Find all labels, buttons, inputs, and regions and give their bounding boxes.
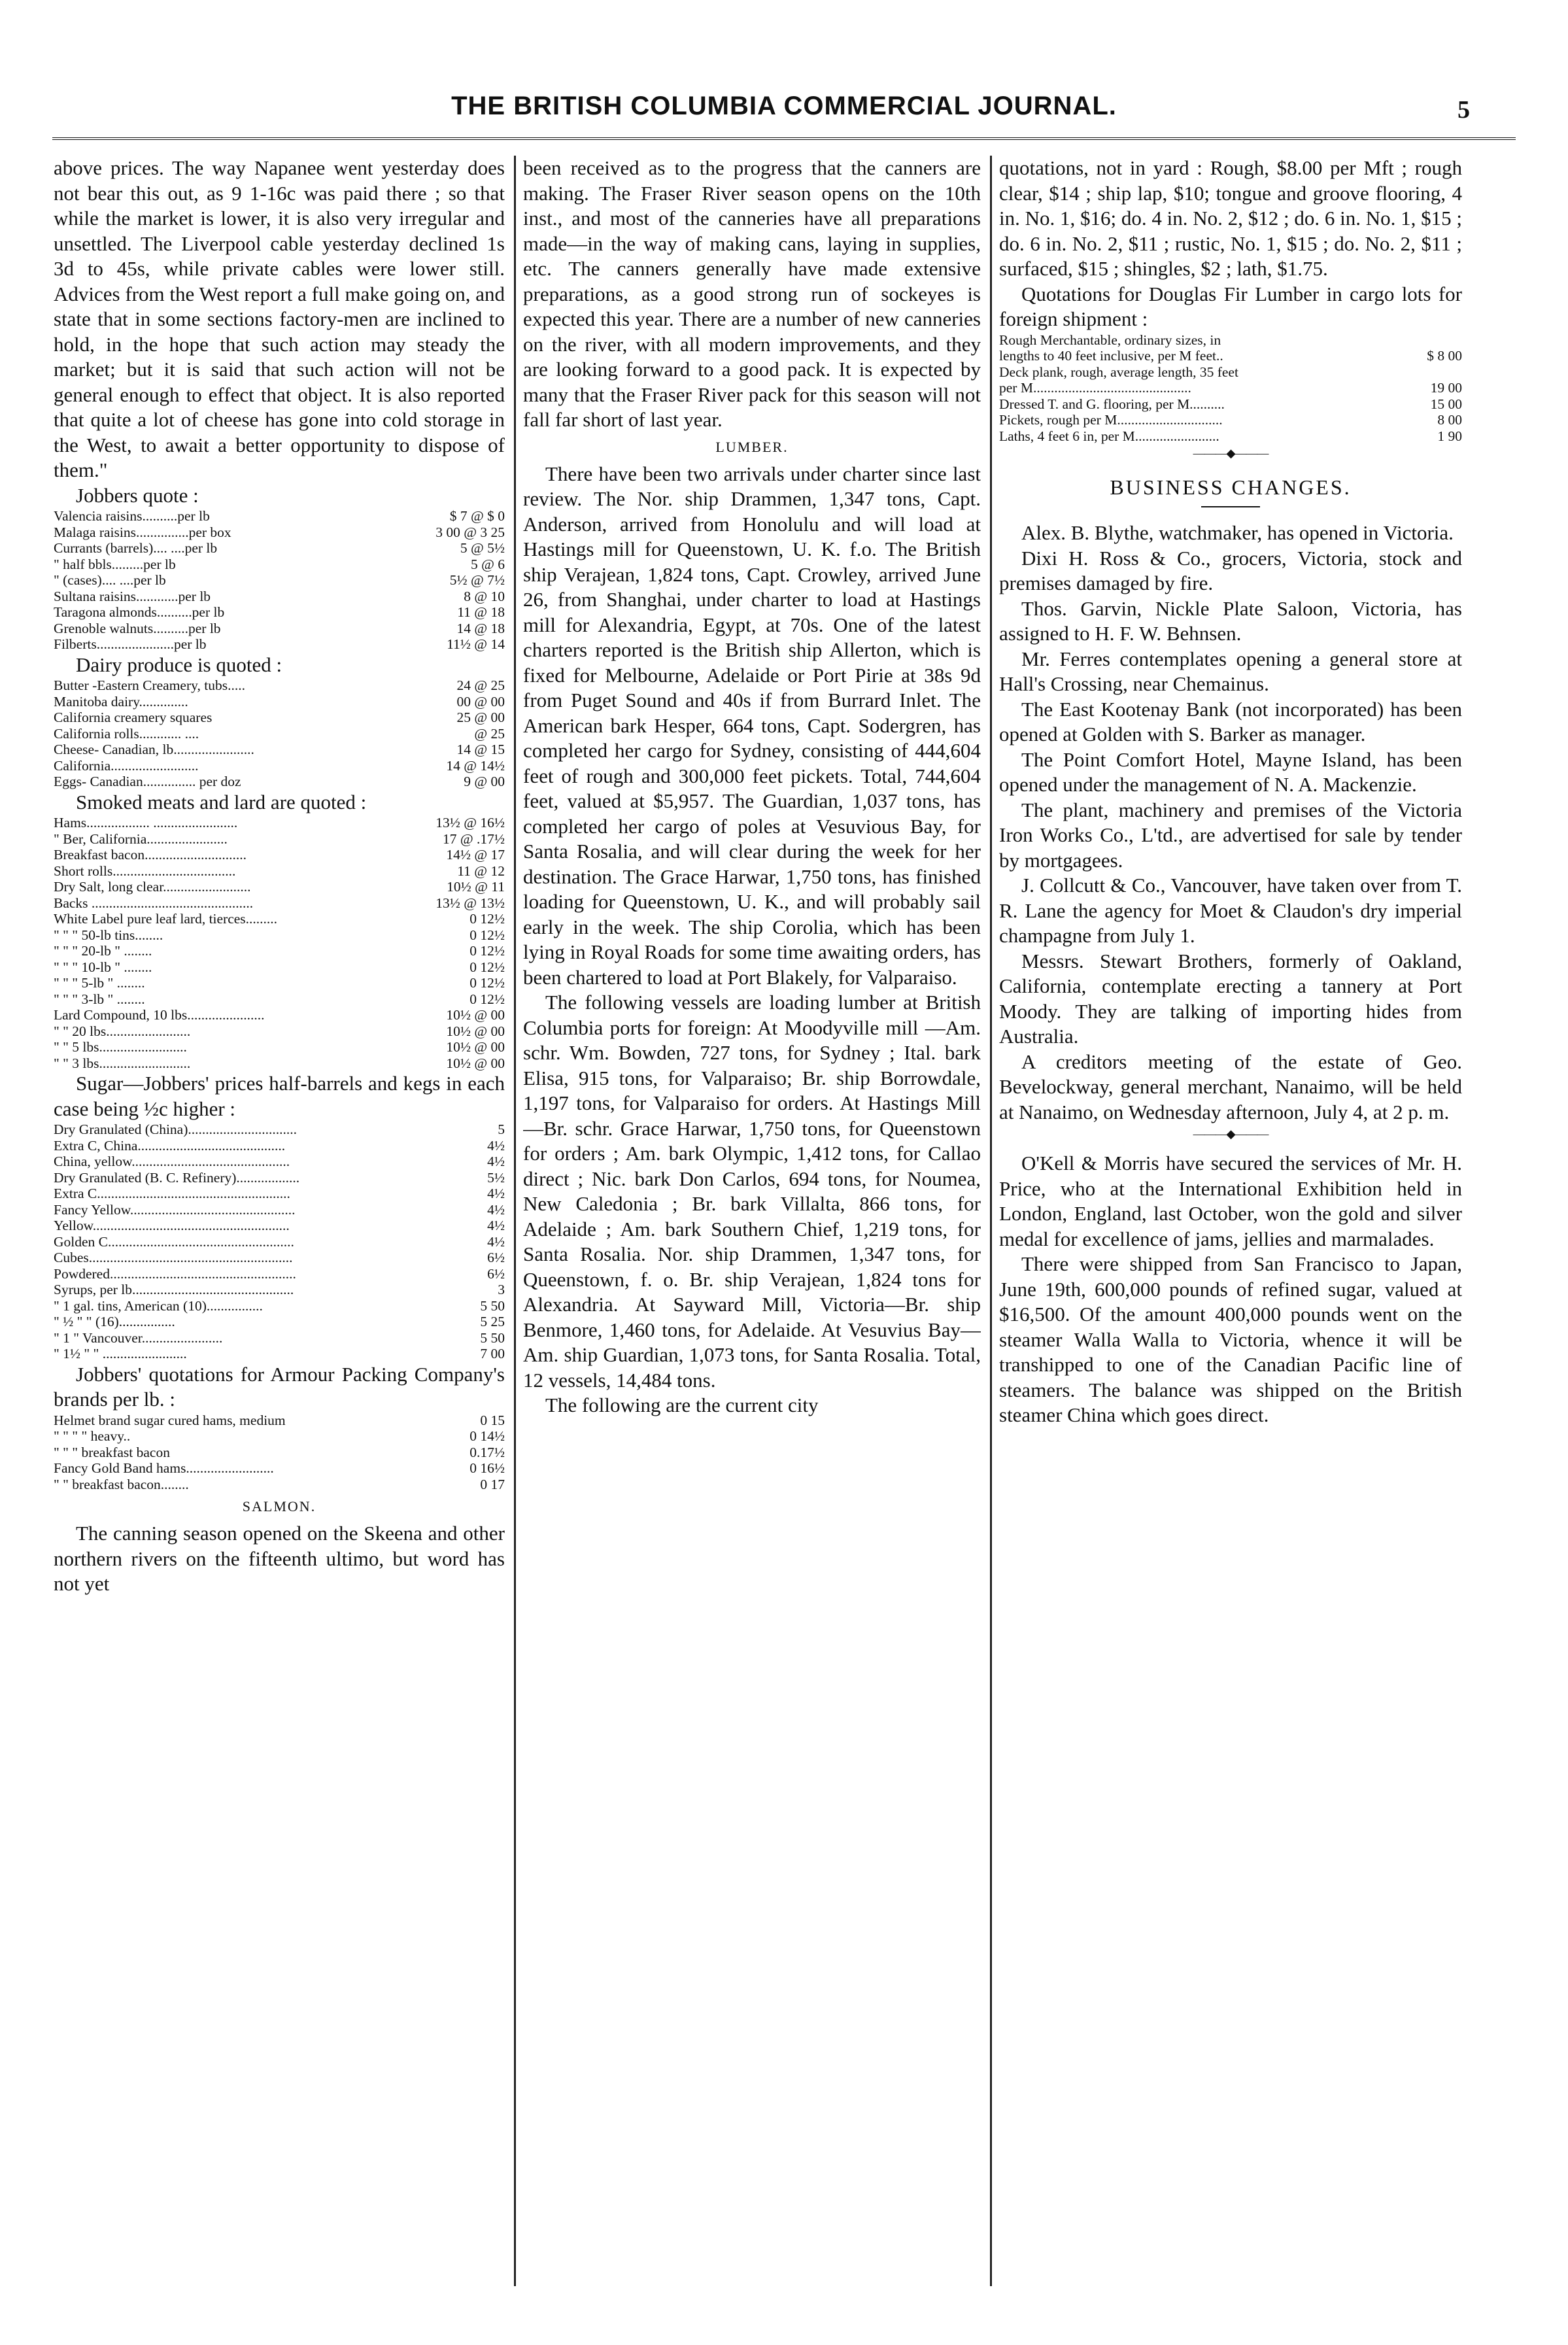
price-row — [999, 412, 1462, 428]
price-row — [54, 1055, 505, 1072]
price-row — [54, 621, 505, 637]
item-price: 0 15 — [480, 1412, 505, 1428]
item-price: 0 12½ — [469, 959, 505, 975]
section-divider: ———◆——— — [1193, 447, 1269, 460]
item-name: Powdered..................................................... — [54, 1265, 296, 1282]
header-rule — [52, 137, 1516, 143]
item-name: " " breakfast bacon........ — [54, 1476, 189, 1492]
item-name: " half bbls.........per lb — [54, 556, 176, 572]
business-item: Messrs. Stewart Brothers, formerly of Oakland, California, contemplate erecting a tannery at Port Moody. They are talking of importing hides from Australia. — [999, 949, 1462, 1048]
business-item: J. Collcutt & Co., Vancouver, have taken over from T. R. Lane the agency for Moet & Claudon's dry imperial champagne from July 1. — [999, 874, 1462, 947]
price-row — [54, 677, 505, 694]
item-name: Butter -Eastern Creamery, tubs..... — [54, 677, 245, 693]
item-name: Extra C, China.......................................... — [54, 1137, 286, 1154]
item-name: Pickets, rough per M.............................. — [999, 412, 1223, 428]
price-row — [54, 1218, 505, 1234]
item-name: Cubes.......................................................... — [54, 1250, 293, 1265]
price-row — [54, 927, 505, 944]
item-price: 0 16½ — [469, 1460, 505, 1476]
item-price — [1364, 364, 1462, 381]
item-price: 10½ @ 11 — [447, 879, 505, 895]
price-row — [54, 508, 505, 524]
item-price: 0 17 — [480, 1476, 505, 1492]
item-name: " " " " heavy.. — [54, 1428, 131, 1444]
vessels-loading-paragraph: The following vessels are loading lumber at British Columbia ports for foreign: At Moodyville mill —Am. schr. Wm. Bowden, 727 tons, for Sydney ; Ital. bark Elisa, 915 tons, for Valparaiso; Br. ship Borrowdale, 1,197 tons, for Valparaiso for orders. At Hastings Mill—Br. schr. Grace Harwar, 1,750 tons, for Queenstown for orders ; Am. bark Olympic, 1,412 tons, for Callao direct ; Nic. bark Don Carlos, 694 tons, for Noumea, New Caledonia ; Br. bark Villalta, 866 tons, for Adelaide ; Am. bark Southern Chief, 1,219 tons, for Santa Rosalia. Nor. ship Drammen, 1,347 tons, for Queenstown, f. o. Br. ship Verajean, 1,824 tons for Alexandria. At Sayward Mill, Victoria—Br. ship Benmore, 1,460 tons, for Adelaide. At Vesuvius Bay—Am. ship Guardian, 1,073 tons, for Santa Rosalia. Total, 12 vessels, 14,484 tons. — [523, 991, 981, 1392]
item-price: 4½ — [487, 1186, 505, 1201]
item-name: Golden C..................................................... — [54, 1233, 294, 1250]
business-item: The East Kootenay Bank (not incorporated) has been opened at Golden with S. Barker as manager. — [999, 697, 1462, 745]
item-price: 00 @ 00 — [456, 693, 505, 710]
item-price: 5 @ 5½ — [460, 540, 505, 556]
price-row — [54, 1330, 505, 1346]
price-row — [999, 380, 1462, 396]
price-row — [54, 572, 505, 589]
item-price: 11 @ 12 — [457, 863, 505, 879]
item-name: California rolls............ .... — [54, 725, 199, 742]
business-item: Thos. Garvin, Nickle Plate Saloon, Victoria, has assigned to H. F. W. Behnsen. — [999, 596, 1462, 645]
item-name: Syrups, per lb.............................................. — [54, 1282, 294, 1297]
meats-heading: Smoked meats and lard are quoted : — [76, 790, 367, 813]
price-row — [54, 975, 505, 991]
business-item: Dixi H. Ross & Co., grocers, Victoria, stock and premises damaged by fire. — [999, 546, 1462, 594]
charters-paragraph: There have been two arrivals under charter since last review. The Nor. ship Drammen, 1,347 tons, Capt. Anderson, arrived from Honolulu and will load at Hastings mill for Queenstown, U. K. f.o. The British ship Verajean, 1,824 tons, Capt. Crowley, arrived June 26, from Shanghai, under charter to load at Hastings mill for Alexandria, Egypt, at 70s. One of the latest charters reported is the British ship Allerton, which is fixed for Melbourne, Adelaide or Port Pirie at 38s 9d from Puget Sound and 40s if from Burrard Inlet. The American bark Hesper, 664 tons, Capt. Sodergren, has completed her cargo for Sydney, consisting of 444,604 feet of rough and 300,000 feet pickets. Total, 744,604 feet, valued at $5,957. The Guardian, 1,037 tons, has completed her cargo of poles at Vesuvious Bay, for Santa Rosalia, and will clear during the week for her destination. The Grace Harwar, 1,750 tons, has finished loading for Queenstown, U. K., and will probably sail early in the week. The ship Corolia, which has been lying in Royal Roads for some time awaiting orders, has been chartered to load at Port Blakely, for Valparaiso. — [523, 462, 981, 989]
price-row — [54, 1186, 505, 1202]
price-row — [54, 1477, 505, 1493]
item-price: 0 12½ — [469, 991, 505, 1007]
item-price: 5 25 — [480, 1314, 505, 1329]
item-price: 4½ — [487, 1137, 505, 1154]
item-price: 5 50 — [480, 1297, 505, 1314]
item-name: Lard Compound, 10 lbs...................... — [54, 1007, 265, 1023]
price-row — [54, 879, 505, 895]
item-price: 0 12½ — [469, 927, 505, 943]
price-row — [999, 332, 1462, 349]
item-name: " " " 3-lb " ........ — [54, 991, 145, 1007]
price-row — [54, 556, 505, 573]
lumber-heading: LUMBER. — [715, 438, 789, 455]
item-price: 14 @ 18 — [456, 620, 505, 636]
column-2 — [523, 156, 981, 2280]
business-item: Alex. B. Blythe, watchmaker, has opened in Victoria. — [1021, 521, 1454, 544]
item-price: 9 @ 00 — [464, 774, 505, 789]
item-price: 5 — [498, 1121, 505, 1137]
heading-rule — [1201, 506, 1260, 507]
item-name: " ½ " " (16)................ — [54, 1314, 175, 1329]
price-row — [54, 710, 505, 726]
item-price: 0 12½ — [469, 943, 505, 959]
masthead-title: THE BRITISH COLUMBIA COMMERCIAL JOURNAL. — [451, 92, 1117, 120]
item-price: 7 00 — [480, 1346, 505, 1361]
page-number: 5 — [1457, 96, 1470, 124]
item-price: 5 50 — [480, 1329, 505, 1346]
business-item: The plant, machinery and premises of the Victoria Iron Works Co., L'td., are advertised for sale by tender by mortgagees. — [999, 798, 1462, 872]
price-row — [999, 348, 1462, 364]
item-name: Breakfast bacon............................. — [54, 847, 247, 863]
item-name: Extra C....................................................... — [54, 1186, 290, 1201]
price-row — [54, 1170, 505, 1186]
price-row — [999, 396, 1462, 413]
price-row — [54, 1039, 505, 1055]
item-name: " 1½ " " ........................ — [54, 1346, 187, 1361]
salmon-paragraph: The canning season opened on the Skeena and other northern rivers on the fifteenth ultimo, but word has not yet — [54, 1522, 505, 1595]
item-price: 6½ — [487, 1265, 505, 1282]
item-price: $ 7 @ $ 0 — [449, 508, 505, 524]
item-name: Hams.................. ........................ — [54, 815, 238, 830]
item-price: $ 8 00 — [1427, 348, 1462, 364]
salmon-heading: SALMON. — [242, 1498, 316, 1515]
item-name: Sultana raisins............per lb — [54, 588, 211, 604]
price-row — [54, 1282, 505, 1298]
column-1 — [54, 156, 505, 2280]
price-row — [54, 1460, 505, 1477]
item-price: 5 @ 6 — [470, 556, 505, 572]
sugar-heading: Sugar—Jobbers' prices half-barrels and kegs in each case being ½c higher : — [54, 1072, 505, 1120]
price-row — [54, 1428, 505, 1445]
price-row — [54, 815, 505, 831]
item-price: 19 00 — [1430, 380, 1462, 396]
price-row — [54, 742, 505, 758]
section-divider: ———◆——— — [1193, 1127, 1269, 1140]
item-name: Dry Salt, long clear......................... — [54, 879, 251, 895]
business-item: Mr. Ferres contemplates opening a general store at Hall's Crossing, near Chemainus. — [999, 647, 1462, 695]
price-row — [54, 1202, 505, 1218]
price-row — [999, 428, 1462, 445]
price-row — [54, 895, 505, 912]
price-row — [54, 726, 505, 742]
item-name: " 1 " Vancouver....................... — [54, 1329, 223, 1346]
item-price: 14 @ 15 — [456, 742, 505, 757]
business-item: A creditors meeting of the estate of Geo. Bevelockway, general merchant, Nanaimo, will be held at Nanaimo, on Wednesday afternoon, July 4, at 2 p. m. — [999, 1050, 1462, 1123]
price-row — [54, 911, 505, 927]
item-price: @ 25 — [474, 725, 505, 742]
item-name: " " 20 lbs........................ — [54, 1023, 191, 1039]
price-row — [54, 1023, 505, 1040]
item-price: 0 12½ — [469, 911, 505, 927]
item-price: 10½ @ 00 — [446, 1055, 505, 1071]
business-changes-heading: BUSINESS CHANGES. — [1110, 475, 1352, 499]
item-price: 10½ @ 00 — [446, 1039, 505, 1055]
price-row — [54, 943, 505, 959]
item-name: Dry Granulated (China)............................... — [54, 1121, 297, 1137]
price-row — [54, 1314, 505, 1330]
item-price: 3 — [498, 1282, 505, 1297]
business-changes-list — [999, 521, 1462, 1125]
item-name: lengths to 40 feet inclusive, per M feet.. — [999, 348, 1223, 364]
item-name: Currants (barrels).... ....per lb — [54, 540, 218, 556]
item-price: 10½ @ 00 — [446, 1023, 505, 1039]
item-name: California......................... — [54, 757, 199, 774]
item-price: 3 00 @ 3 25 — [435, 524, 505, 540]
price-row — [54, 1445, 505, 1461]
armour-price-list — [54, 1412, 505, 1493]
item-name: " " " 20-lb " ........ — [54, 943, 152, 959]
column-rule — [514, 156, 516, 2286]
item-name: Grenoble walnuts..........per lb — [54, 620, 221, 636]
item-price: 11 @ 18 — [457, 604, 505, 620]
item-name: " " " 10-lb " ........ — [54, 959, 152, 975]
item-name: Eggs- Canadian............... per doz — [54, 774, 241, 789]
price-row — [54, 1154, 505, 1170]
price-row — [54, 540, 505, 556]
jobbers-heading: Jobbers quote : — [76, 483, 199, 507]
meats-price-list — [54, 815, 505, 1071]
item-name: " Ber, California....................... — [54, 830, 228, 847]
price-row — [54, 694, 505, 710]
item-name: Laths, 4 feet 6 in, per M........................ — [999, 428, 1219, 444]
price-row — [54, 636, 505, 653]
city-quotations-intro: The following are the current city — [545, 1394, 819, 1416]
price-row — [54, 589, 505, 605]
item-name: " " " breakfast bacon — [54, 1444, 170, 1460]
item-name: Yellow........................................................ — [54, 1218, 290, 1233]
item-price: 8 00 — [1437, 412, 1462, 428]
item-name: " " " 50-lb tins........ — [54, 927, 163, 943]
item-price: 13½ @ 13½ — [435, 895, 505, 911]
item-price: 0.17½ — [469, 1444, 505, 1460]
item-name: Dry Granulated (B. C. Refinery).................. — [54, 1169, 300, 1186]
item-price: 15 00 — [1430, 396, 1462, 412]
price-row — [54, 1007, 505, 1023]
item-name: " " 3 lbs.......................... — [54, 1055, 191, 1071]
item-price: 4½ — [487, 1154, 505, 1169]
dairy-heading: Dairy produce is quoted : — [76, 653, 282, 676]
price-row — [54, 604, 505, 621]
item-price: 5½ @ 7½ — [449, 572, 505, 588]
item-price: 6½ — [487, 1250, 505, 1265]
item-name: California creamery squares — [54, 710, 213, 725]
item-name: per M............................................. — [999, 380, 1191, 396]
item-price: 13½ @ 16½ — [435, 815, 505, 830]
item-price: 1 90 — [1437, 428, 1462, 444]
page-header — [52, 92, 1516, 144]
sugar-shipment-paragraph: There were shipped from San Francisco to Japan, June 19th, 600,000 pounds of refined sugar, valued at $16,500. Of the amount 400,000 pounds went on the steamer Walla Walla to Victoria, whence it will be transhipped to one of the Canadian Pacific line of steamers. The balance was shipped on the British steamer China which goes direct. — [999, 1252, 1462, 1426]
item-name: Malaga raisins...............per box — [54, 524, 231, 540]
canning-paragraph: been received as to the progress that the canners are making. The Fraser River season opens on the 10th inst., and most of the canneries have all preparations made—in the way of making cans, laying in supplies, etc. The canners generally have made extensive preparations, as a good strong run of sockeyes is expected this year. There are a number of new canneries on the river, with all modern improvements, and they are looking forward to a good pack. It is expected by many that the Fraser River pack for this season will not fall far short of last year. — [523, 156, 981, 431]
item-name: Dressed T. and G. flooring, per M.......... — [999, 396, 1225, 412]
price-row — [54, 1412, 505, 1429]
armour-heading: Jobbers' quotations for Armour Packing Company's brands per lb. : — [54, 1362, 505, 1411]
price-row — [54, 1298, 505, 1314]
item-name: Fancy Gold Band hams......................... — [54, 1460, 274, 1476]
price-row — [999, 364, 1462, 381]
item-name: " " " 5-lb " ........ — [54, 975, 145, 991]
price-row — [54, 1234, 505, 1250]
item-name: " 1 gal. tins, American (10)................ — [54, 1297, 263, 1314]
item-name: Rough Merchantable, ordinary sizes, in — [999, 332, 1221, 348]
item-name: China, yellow............................................. — [54, 1154, 290, 1169]
item-name: Fancy Yellow............................................... — [54, 1201, 296, 1218]
item-price: 14 @ 14½ — [446, 757, 505, 774]
okell-morris-paragraph: O'Kell & Morris have secured the services of Mr. H. Price, who at the International Exhibition held in London, England, last October, won the gold and silver medal for excellence of jams, jellies and marmalades. — [999, 1152, 1462, 1250]
price-row — [54, 991, 505, 1008]
item-price: 14½ @ 17 — [446, 847, 505, 863]
item-price: 11½ @ 14 — [447, 636, 505, 652]
column-3 — [999, 156, 1462, 2280]
item-name: Cheese- Canadian, lb....................... — [54, 742, 254, 757]
cheese-market-paragraph: above prices. The way Napanee went yesterday does not bear this out, as 9 1-16c was paid there ; so that while the market is lower, it is also very irregular and unsettled. The Liverpool cable yesterday declined 1s 3d to 45s, while private cables were lower still. Advices from the West report a full make going on, and state that in some sections factory-men are inclined to hold, in the hope that such action may steady the market; but it is said that such action will not be general enough to effect that object. It is also reported that quite a lot of cheese has gone into cold storage in the West, to await a better opportunity to dispose of them." — [54, 156, 505, 481]
price-row — [54, 1121, 505, 1138]
jobbers-price-list — [54, 508, 505, 653]
item-name: Helmet brand sugar cured hams, medium — [54, 1412, 286, 1428]
price-row — [54, 1138, 505, 1154]
item-price — [1364, 332, 1462, 349]
sugar-price-list — [54, 1121, 505, 1362]
item-price: 25 @ 00 — [456, 710, 505, 725]
item-name: " " 5 lbs......................... — [54, 1039, 187, 1055]
item-name: Taragona almonds..........per lb — [54, 604, 225, 620]
fir-quotations-heading: Quotations for Douglas Fir Lumber in cargo lots for foreign shipment : — [999, 282, 1462, 330]
price-row — [54, 524, 505, 541]
item-price: 8 @ 10 — [464, 588, 505, 604]
price-row — [54, 1250, 505, 1266]
price-row — [54, 959, 505, 976]
item-name: Deck plank, rough, average length, 35 feet — [999, 364, 1238, 380]
item-price: 5½ — [487, 1169, 505, 1186]
item-name: Short rolls................................... — [54, 863, 236, 879]
item-name: Filberts......................per lb — [54, 636, 207, 652]
item-price: 17 @ .17½ — [442, 830, 505, 847]
column-rule — [990, 156, 992, 2286]
item-name: White Label pure leaf lard, tierces......... — [54, 911, 278, 927]
item-name: Backs .............................................. — [54, 895, 254, 911]
price-row — [54, 774, 505, 790]
item-price: 0 12½ — [469, 975, 505, 991]
item-price: 0 14½ — [469, 1428, 505, 1444]
item-name: " (cases).... ....per lb — [54, 572, 166, 588]
price-row — [54, 1266, 505, 1282]
city-quotations-paragraph: quotations, not in yard : Rough, $8.00 per Mft ; rough clear, $14 ; ship lap, $10; tongue and groove flooring, 4 in. No. 1, $16; do. 4 in. No. 2, $12 ; do. 6 in. No. 1, $15 ; do. 6 in. No. 2, $11 ; rustic, No. 1, $15 ; do. No. 2, $11 ; surfaced, $15 ; shingles, $2 ; lath, $1.75. — [999, 156, 1462, 280]
item-price: 4½ — [487, 1218, 505, 1233]
dairy-price-list — [54, 677, 505, 790]
price-row — [54, 847, 505, 863]
price-row — [54, 831, 505, 847]
item-name: Manitoba dairy.............. — [54, 693, 188, 710]
item-price: 4½ — [487, 1233, 505, 1250]
price-row — [54, 1346, 505, 1362]
price-row — [54, 758, 505, 774]
business-item: The Point Comfort Hotel, Mayne Island, has been opened under the management of N. A. Mackenzie. — [999, 747, 1462, 796]
price-row — [54, 863, 505, 880]
item-name: Valencia raisins..........per lb — [54, 508, 210, 524]
fir-price-list — [999, 332, 1462, 445]
item-price: 24 @ 25 — [456, 677, 505, 693]
item-price: 10½ @ 00 — [446, 1007, 505, 1023]
item-price: 4½ — [487, 1201, 505, 1218]
